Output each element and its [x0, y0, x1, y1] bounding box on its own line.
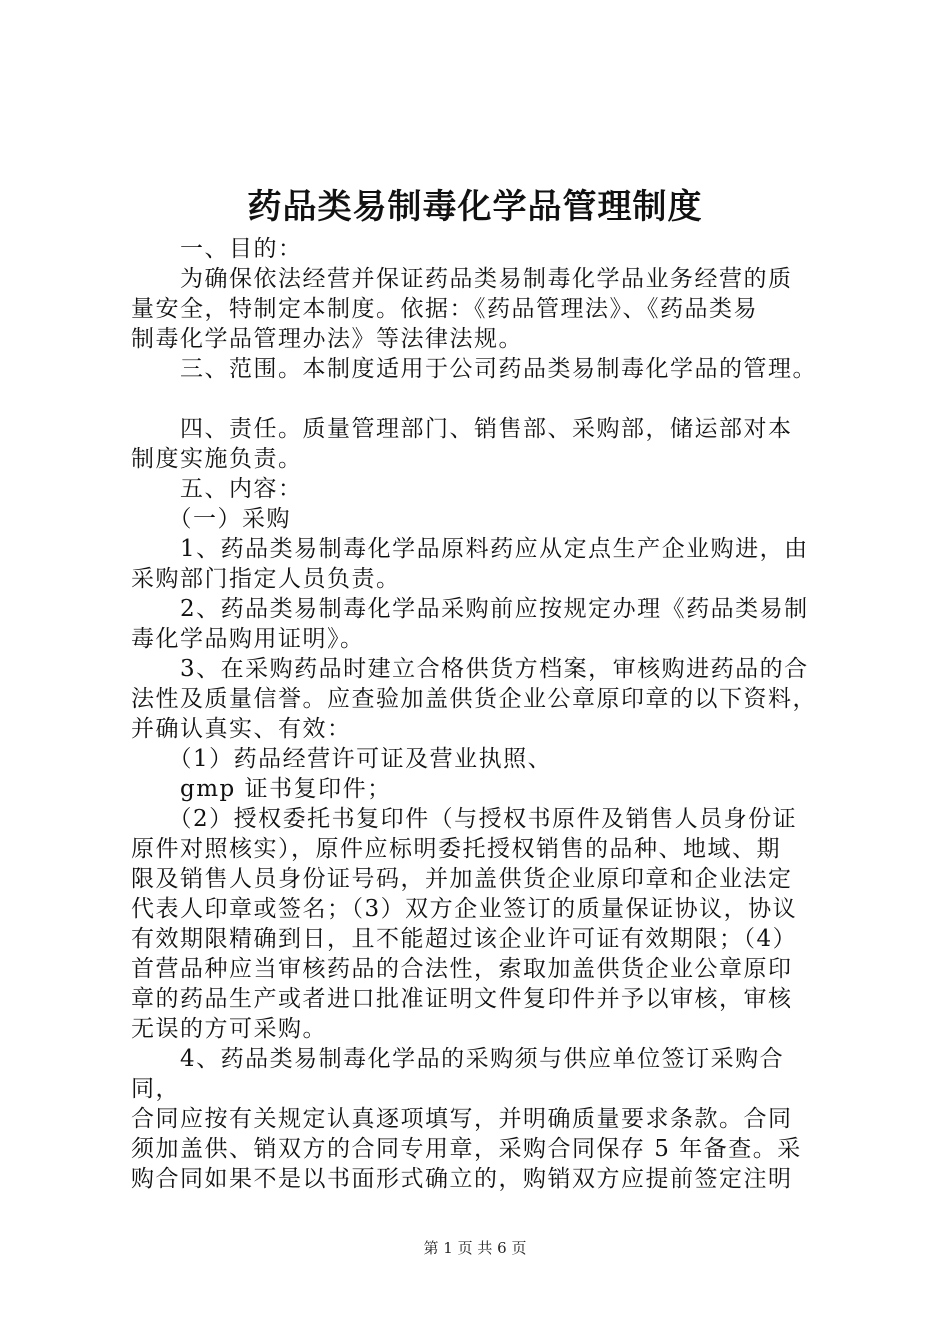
document-title: 药品类易制毒化学品管理制度: [247, 187, 703, 227]
paragraph-procurement-3: 3、在采购药品时建立合格供货方档案，审核购进药品的合 法性及质量信誉。应查验加盖供货企业公章原印章的以下资料， 并确认真实、有效：: [131, 656, 817, 742]
paragraph-procurement-3-items-2-4: （2）授权委托书复印件（与授权书原件及销售人员身份证 原件对照核实），原件应标明委托授权销售的品种、地域、期 限及销售人员身份证号码，并加盖供货企业原印章和企业法定 代表人印章或签名；（3）双方企业签订的质量保证协议，协议 有效期限精确到日，且不能超过该企业许可证有效期限；（4） 首营品种应当审核药品的合法性，索取加盖供货企业公章原印 章的药品生产或者进口批准证明文件复印件并予以审核，审核 无误的方可采购。: [131, 806, 798, 1042]
paragraph-purpose-heading: 一、目的：: [131, 236, 303, 262]
paragraph-procurement-3-item-1: （1）药品经营许可证及营业执照、: [131, 746, 553, 772]
paragraph-scope: 三、范围。本制度适用于公司药品类易制毒化学品的管理。: [131, 356, 817, 382]
paragraph-procurement-heading: （一）采购: [131, 506, 291, 532]
paragraph-procurement-2: 2、药品类易制毒化学品采购前应按规定办理《药品类易制 毒化学品购用证明》。: [131, 596, 809, 652]
paragraph-procurement-3-gmp: gmp 证书复印件；: [131, 776, 392, 802]
page-footer: 第 1 页 共 6 页: [423, 1239, 527, 1257]
paragraph-procurement-1: 1、药品类易制毒化学品原料药应从定点生产企业购进，由 采购部门指定人员负责。: [131, 536, 809, 592]
paragraph-procurement-4: 4、药品类易制毒化学品的采购须与供应单位签订采购合同， 合同应按有关规定认真逐项填写，并明确质量要求条款。合同 须加盖供、销双方的合同专用章，采购合同保存 5 年备查。采 购合同如果不是以书面形式确立的，购销双方应提前签定注明: [131, 1046, 802, 1192]
paragraph-responsibility: 四、责任。质量管理部门、销售部、采购部，储运部对本 制度实施负责。: [131, 416, 793, 472]
paragraph-content-heading: 五、内容：: [131, 476, 303, 502]
paragraph-purpose: 为确保依法经营并保证药品类易制毒化学品业务经营的质 量安全，特制定本制度。依据：《药品管理法》、《药品类易 制毒化学品管理办法》等法律法规。: [131, 266, 793, 352]
document-body: [131, 234, 833, 1194]
